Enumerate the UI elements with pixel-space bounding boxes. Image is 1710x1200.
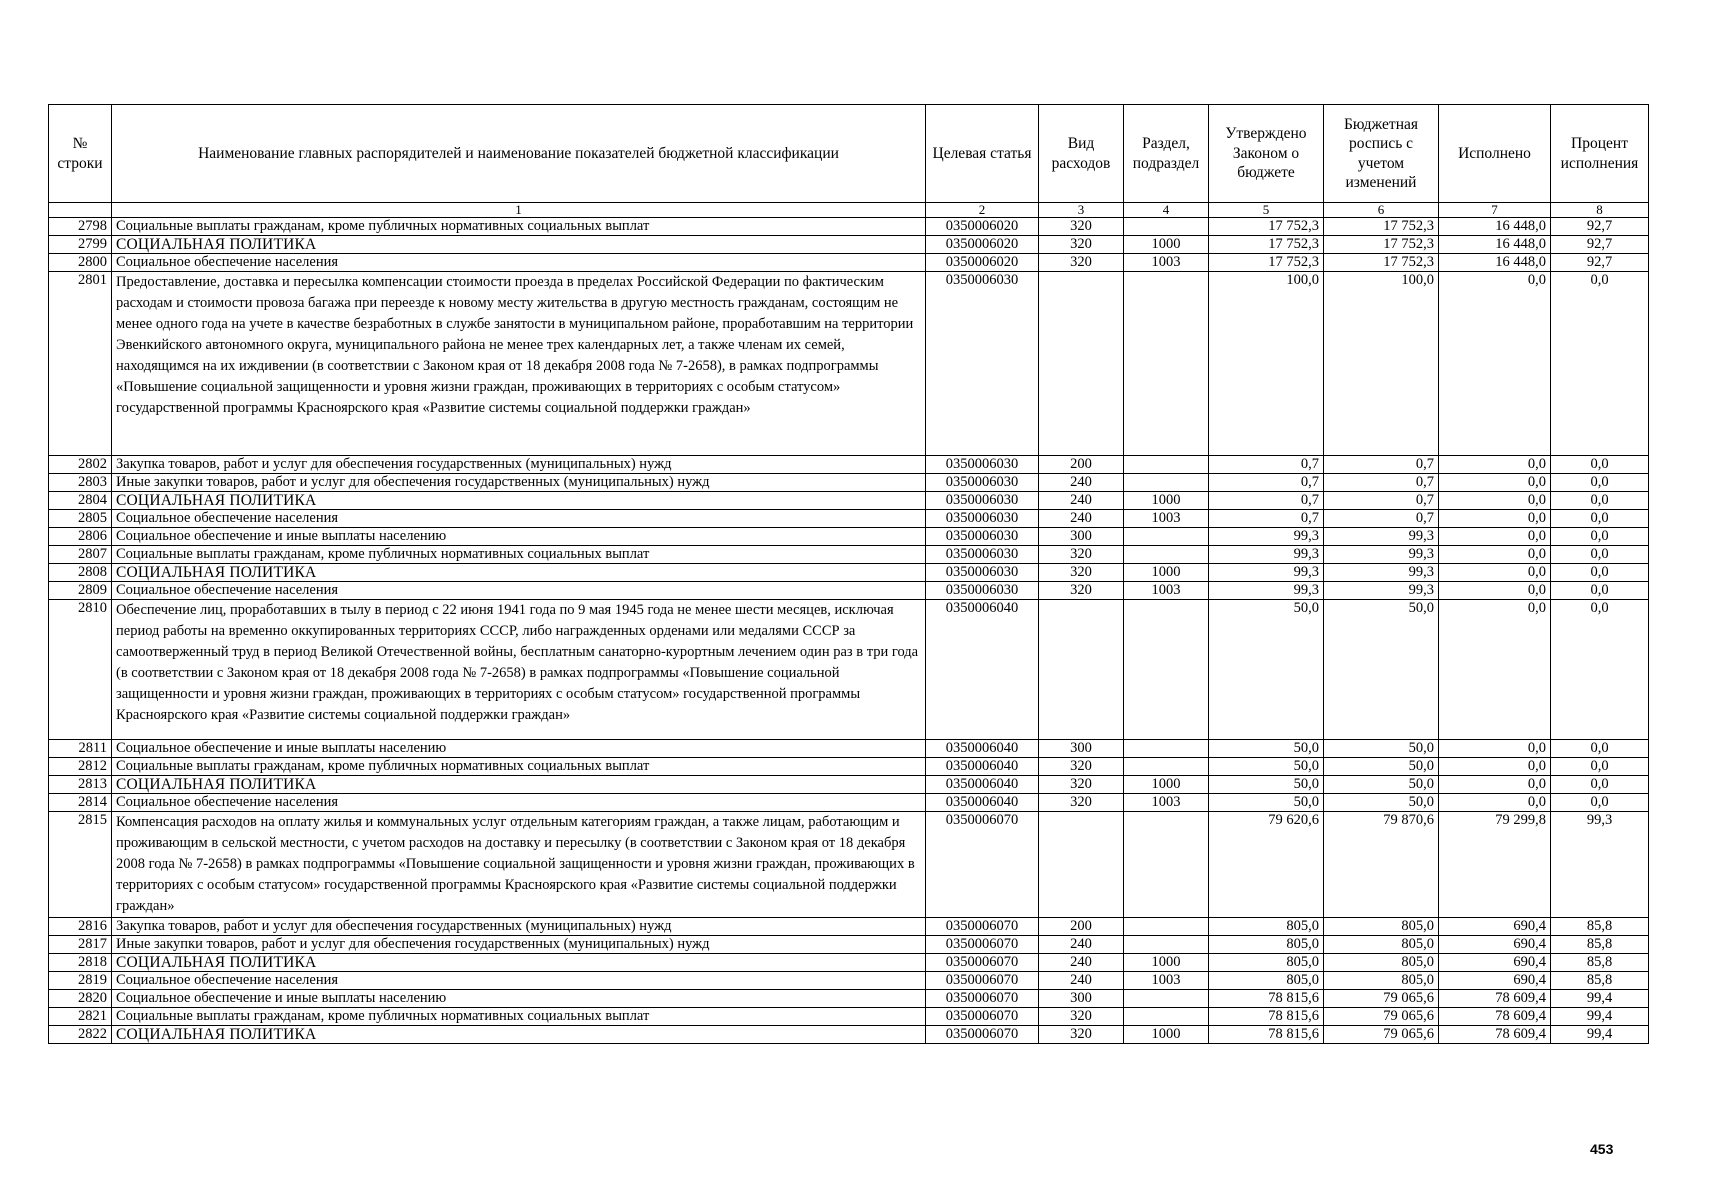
row-percent: 85,8 — [1551, 918, 1649, 936]
row-expense-type: 200 — [1039, 918, 1124, 936]
table-row — [49, 582, 1649, 600]
row-percent: 0,0 — [1551, 740, 1649, 758]
row-name: СОЦИАЛЬНАЯ ПОЛИТИКА — [112, 954, 926, 972]
row-percent: 92,7 — [1551, 218, 1649, 236]
row-section — [1124, 936, 1209, 954]
row-percent: 0,0 — [1551, 776, 1649, 794]
row-section — [1124, 990, 1209, 1008]
row-name: Социальное обеспечение и иные выплаты населению — [112, 528, 926, 546]
row-target-article: 0350006030 — [926, 474, 1039, 492]
row-executed: 0,0 — [1439, 492, 1551, 510]
row-expense-type: 320 — [1039, 758, 1124, 776]
row-revised: 805,0 — [1324, 972, 1439, 990]
row-target-article: 0350006030 — [926, 582, 1039, 600]
row-name: Закупка товаров, работ и услуг для обеспечения государственных (муниципальных) нужд — [112, 456, 926, 474]
row-percent: 0,0 — [1551, 474, 1649, 492]
row-approved: 79 620,6 — [1209, 812, 1324, 918]
header-target-article: Целевая статья — [926, 105, 1039, 203]
row-percent: 0,0 — [1551, 600, 1649, 740]
row-target-article: 0350006030 — [926, 492, 1039, 510]
row-number: 2799 — [49, 236, 112, 254]
row-approved: 99,3 — [1209, 546, 1324, 564]
col-number: 4 — [1124, 203, 1209, 218]
row-target-article: 0350006070 — [926, 954, 1039, 972]
row-approved: 50,0 — [1209, 776, 1324, 794]
row-executed: 0,0 — [1439, 776, 1551, 794]
row-number: 2821 — [49, 1008, 112, 1026]
col-number: 3 — [1039, 203, 1124, 218]
table-row — [49, 812, 1649, 918]
row-expense-type — [1039, 812, 1124, 918]
row-percent: 0,0 — [1551, 758, 1649, 776]
row-number: 2805 — [49, 510, 112, 528]
row-revised: 79 065,6 — [1324, 990, 1439, 1008]
row-revised: 0,7 — [1324, 456, 1439, 474]
row-executed: 79 299,8 — [1439, 812, 1551, 918]
row-executed: 0,0 — [1439, 582, 1551, 600]
row-revised: 79 870,6 — [1324, 812, 1439, 918]
row-expense-type: 320 — [1039, 254, 1124, 272]
row-name: Иные закупки товаров, работ и услуг для обеспечения государственных (муниципальных) нужд — [112, 936, 926, 954]
row-number: 2806 — [49, 528, 112, 546]
row-percent: 99,4 — [1551, 990, 1649, 1008]
row-revised: 17 752,3 — [1324, 254, 1439, 272]
row-executed: 78 609,4 — [1439, 1026, 1551, 1044]
row-number: 2810 — [49, 600, 112, 740]
row-expense-type: 320 — [1039, 582, 1124, 600]
row-number: 2807 — [49, 546, 112, 564]
row-revised: 50,0 — [1324, 758, 1439, 776]
row-section: 1003 — [1124, 794, 1209, 812]
row-target-article: 0350006030 — [926, 528, 1039, 546]
table-row — [49, 218, 1649, 236]
row-approved: 50,0 — [1209, 758, 1324, 776]
header-name: Наименование главных распорядителей и наименование показателей бюджетной классификации — [112, 105, 926, 203]
row-approved: 805,0 — [1209, 918, 1324, 936]
row-name: Социальное обеспечение и иные выплаты населению — [112, 740, 926, 758]
table-row — [49, 972, 1649, 990]
row-name: Обеспечение лиц, проработавших в тылу в период с 22 июня 1941 года по 9 мая 1945 года не менее шести месяцев, исключая период работы на временно оккупированных территориях СССР, либо награжденных орденами или медалями СССР за самоотверженный труд в период Великой Отечественной войны, бесплатным санаторно-курортным лечением один раз в три года (в соответствии с Законом края от 18 декабря 2008 года № 7-2658) в рамках подпрограммы «Повышение социальной защищенности и уровня жизни граждан, проживающих в территориях с особым статусом» государственной программы Красноярского края «Развитие системы социальной поддержки граждан» — [112, 600, 926, 740]
row-target-article: 0350006070 — [926, 936, 1039, 954]
row-revised: 99,3 — [1324, 546, 1439, 564]
row-expense-type: 200 — [1039, 456, 1124, 474]
row-executed: 0,0 — [1439, 564, 1551, 582]
row-approved: 99,3 — [1209, 582, 1324, 600]
row-name: Социальные выплаты гражданам, кроме публичных нормативных социальных выплат — [112, 758, 926, 776]
row-number: 2803 — [49, 474, 112, 492]
row-target-article: 0350006070 — [926, 972, 1039, 990]
row-executed: 0,0 — [1439, 546, 1551, 564]
col-number: 7 — [1439, 203, 1551, 218]
row-expense-type: 300 — [1039, 740, 1124, 758]
row-revised: 50,0 — [1324, 794, 1439, 812]
row-target-article: 0350006030 — [926, 564, 1039, 582]
row-revised: 0,7 — [1324, 492, 1439, 510]
row-expense-type: 320 — [1039, 794, 1124, 812]
row-expense-type: 240 — [1039, 492, 1124, 510]
row-executed: 690,4 — [1439, 972, 1551, 990]
row-number: 2809 — [49, 582, 112, 600]
row-name: Социальное обеспечение населения — [112, 254, 926, 272]
row-number: 2798 — [49, 218, 112, 236]
row-section — [1124, 474, 1209, 492]
row-expense-type — [1039, 600, 1124, 740]
row-executed: 78 609,4 — [1439, 990, 1551, 1008]
row-expense-type: 320 — [1039, 564, 1124, 582]
row-executed: 0,0 — [1439, 272, 1551, 456]
row-section: 1000 — [1124, 776, 1209, 794]
header-row-number: № строки — [49, 105, 112, 203]
row-percent: 99,3 — [1551, 812, 1649, 918]
row-target-article: 0350006040 — [926, 600, 1039, 740]
row-number: 2804 — [49, 492, 112, 510]
row-number: 2811 — [49, 740, 112, 758]
row-revised: 17 752,3 — [1324, 236, 1439, 254]
row-percent: 0,0 — [1551, 546, 1649, 564]
row-approved: 17 752,3 — [1209, 218, 1324, 236]
table-row — [49, 492, 1649, 510]
budget-table — [48, 104, 1649, 1044]
col-number-blank — [49, 203, 112, 218]
row-revised: 805,0 — [1324, 954, 1439, 972]
row-executed: 16 448,0 — [1439, 218, 1551, 236]
row-section — [1124, 918, 1209, 936]
header-revised: Бюджетная роспись с учетом изменений — [1324, 105, 1439, 203]
header-expense-type: Вид расходов — [1039, 105, 1124, 203]
row-expense-type: 320 — [1039, 218, 1124, 236]
row-executed: 16 448,0 — [1439, 236, 1551, 254]
row-executed: 0,0 — [1439, 528, 1551, 546]
row-target-article: 0350006070 — [926, 990, 1039, 1008]
row-target-article: 0350006020 — [926, 236, 1039, 254]
row-section — [1124, 600, 1209, 740]
row-section: 1003 — [1124, 972, 1209, 990]
row-revised: 99,3 — [1324, 582, 1439, 600]
table-row — [49, 936, 1649, 954]
table-row — [49, 1008, 1649, 1026]
row-percent: 85,8 — [1551, 972, 1649, 990]
row-expense-type: 320 — [1039, 236, 1124, 254]
row-section — [1124, 1008, 1209, 1026]
row-target-article: 0350006030 — [926, 272, 1039, 456]
row-name: СОЦИАЛЬНАЯ ПОЛИТИКА — [112, 564, 926, 582]
table-row — [49, 776, 1649, 794]
row-approved: 100,0 — [1209, 272, 1324, 456]
row-section — [1124, 272, 1209, 456]
row-percent: 0,0 — [1551, 492, 1649, 510]
row-expense-type: 240 — [1039, 972, 1124, 990]
row-number: 2808 — [49, 564, 112, 582]
header-percent: Процент исполнения — [1551, 105, 1649, 203]
row-approved: 99,3 — [1209, 564, 1324, 582]
row-approved: 50,0 — [1209, 740, 1324, 758]
row-percent: 99,4 — [1551, 1008, 1649, 1026]
row-name: Компенсация расходов на оплату жилья и коммунальных услуг отдельным категориям граждан, а также лицам, работающим и проживающим в сельской местности, с учетом расходов на доставку и пересылку (в соответствии с Законом края от 18 декабря 2008 года № 7-2658) в рамках подпрограммы «Повышение социальной защищенности и уровня жизни граждан, проживающих в территориях с особым статусом» государственной программы Красноярского края «Развитие системы социальной поддержки граждан» — [112, 812, 926, 918]
row-expense-type: 320 — [1039, 546, 1124, 564]
table-row — [49, 740, 1649, 758]
table-row — [49, 794, 1649, 812]
row-target-article: 0350006070 — [926, 1008, 1039, 1026]
row-number: 2815 — [49, 812, 112, 918]
table-row — [49, 546, 1649, 564]
row-approved: 78 815,6 — [1209, 990, 1324, 1008]
row-target-article: 0350006040 — [926, 740, 1039, 758]
row-executed: 0,0 — [1439, 600, 1551, 740]
col-number: 5 — [1209, 203, 1324, 218]
row-name: Предоставление, доставка и пересылка компенсации стоимости проезда в пределах Российской Федерации по фактическим расходам и стоимости провоза багажа при переезде к новому месту жительства в другую местность гражданам, состоящим не менее одного года на учете в качестве безработных в службе занятости в муниципальном районе, проработавшим на территории Эвенкийского автономного округа, муниципального района не менее трех календарных лет, а также членам их семей, находящимся на их иждивении (в соответствии с Законом края от 18 декабря 2008 года № 7-2658), в рамках подпрограммы «Повышение социальной защищенности и уровня жизни граждан, проживающих в территориях с особым статусом» государственной программы Красноярского края «Развитие системы социальной поддержки граждан» — [112, 272, 926, 456]
header-approved: Утверждено Законом о бюджете — [1209, 105, 1324, 203]
row-target-article: 0350006030 — [926, 510, 1039, 528]
row-percent: 0,0 — [1551, 272, 1649, 456]
row-revised: 79 065,6 — [1324, 1026, 1439, 1044]
row-target-article: 0350006030 — [926, 456, 1039, 474]
row-number: 2802 — [49, 456, 112, 474]
row-name: Социальное обеспечение населения — [112, 510, 926, 528]
row-revised: 0,7 — [1324, 510, 1439, 528]
row-expense-type: 300 — [1039, 528, 1124, 546]
row-executed: 0,0 — [1439, 794, 1551, 812]
row-revised: 99,3 — [1324, 564, 1439, 582]
row-approved: 78 815,6 — [1209, 1008, 1324, 1026]
row-revised: 99,3 — [1324, 528, 1439, 546]
row-percent: 99,4 — [1551, 1026, 1649, 1044]
row-approved: 805,0 — [1209, 954, 1324, 972]
row-expense-type: 320 — [1039, 776, 1124, 794]
table-row — [49, 456, 1649, 474]
row-section — [1124, 758, 1209, 776]
row-approved: 50,0 — [1209, 794, 1324, 812]
row-percent: 0,0 — [1551, 528, 1649, 546]
row-target-article: 0350006040 — [926, 758, 1039, 776]
row-percent: 0,0 — [1551, 456, 1649, 474]
row-approved: 0,7 — [1209, 492, 1324, 510]
row-expense-type: 320 — [1039, 1026, 1124, 1044]
row-section — [1124, 218, 1209, 236]
row-number: 2812 — [49, 758, 112, 776]
row-section: 1003 — [1124, 510, 1209, 528]
row-section: 1000 — [1124, 236, 1209, 254]
row-number: 2801 — [49, 272, 112, 456]
row-percent: 0,0 — [1551, 794, 1649, 812]
row-executed: 690,4 — [1439, 936, 1551, 954]
table-row — [49, 954, 1649, 972]
row-approved: 17 752,3 — [1209, 254, 1324, 272]
header-section: Раздел, подраздел — [1124, 105, 1209, 203]
row-approved: 78 815,6 — [1209, 1026, 1324, 1044]
row-name: СОЦИАЛЬНАЯ ПОЛИТИКА — [112, 236, 926, 254]
table-row — [49, 990, 1649, 1008]
col-number: 2 — [926, 203, 1039, 218]
row-percent: 85,8 — [1551, 936, 1649, 954]
row-name: Социальные выплаты гражданам, кроме публичных нормативных социальных выплат — [112, 1008, 926, 1026]
row-section: 1000 — [1124, 1026, 1209, 1044]
table-row — [49, 254, 1649, 272]
row-executed: 0,0 — [1439, 758, 1551, 776]
row-target-article: 0350006070 — [926, 812, 1039, 918]
header-executed: Исполнено — [1439, 105, 1551, 203]
row-executed: 0,0 — [1439, 740, 1551, 758]
row-executed: 690,4 — [1439, 918, 1551, 936]
row-number: 2820 — [49, 990, 112, 1008]
row-revised: 50,0 — [1324, 776, 1439, 794]
row-section: 1003 — [1124, 582, 1209, 600]
row-approved: 805,0 — [1209, 936, 1324, 954]
row-revised: 17 752,3 — [1324, 218, 1439, 236]
row-number: 2822 — [49, 1026, 112, 1044]
table-row — [49, 272, 1649, 456]
row-executed: 0,0 — [1439, 456, 1551, 474]
row-percent: 0,0 — [1551, 564, 1649, 582]
row-name: Социальное обеспечение населения — [112, 794, 926, 812]
row-revised: 805,0 — [1324, 918, 1439, 936]
row-expense-type: 240 — [1039, 474, 1124, 492]
row-target-article: 0350006070 — [926, 918, 1039, 936]
row-number: 2819 — [49, 972, 112, 990]
row-name: Социальные выплаты гражданам, кроме публичных нормативных социальных выплат — [112, 218, 926, 236]
row-executed: 0,0 — [1439, 510, 1551, 528]
row-percent: 92,7 — [1551, 254, 1649, 272]
row-number: 2816 — [49, 918, 112, 936]
row-approved: 17 752,3 — [1209, 236, 1324, 254]
row-number: 2817 — [49, 936, 112, 954]
row-number: 2818 — [49, 954, 112, 972]
row-section: 1000 — [1124, 564, 1209, 582]
row-percent: 85,8 — [1551, 954, 1649, 972]
row-name: Социальное обеспечение населения — [112, 972, 926, 990]
table-row — [49, 474, 1649, 492]
row-expense-type: 240 — [1039, 510, 1124, 528]
row-section: 1003 — [1124, 254, 1209, 272]
page-number: 453 — [1590, 1141, 1614, 1157]
row-approved: 0,7 — [1209, 474, 1324, 492]
row-target-article: 0350006020 — [926, 254, 1039, 272]
row-number: 2814 — [49, 794, 112, 812]
row-approved: 805,0 — [1209, 972, 1324, 990]
row-name: СОЦИАЛЬНАЯ ПОЛИТИКА — [112, 492, 926, 510]
col-number: 6 — [1324, 203, 1439, 218]
row-revised: 0,7 — [1324, 474, 1439, 492]
row-name: Иные закупки товаров, работ и услуг для обеспечения государственных (муниципальных) нужд — [112, 474, 926, 492]
row-approved: 99,3 — [1209, 528, 1324, 546]
table-row — [49, 528, 1649, 546]
row-name: Социальные выплаты гражданам, кроме публичных нормативных социальных выплат — [112, 546, 926, 564]
row-name: Социальное обеспечение и иные выплаты населению — [112, 990, 926, 1008]
table-row — [49, 510, 1649, 528]
row-executed: 0,0 — [1439, 474, 1551, 492]
table-row — [49, 1026, 1649, 1044]
row-approved: 0,7 — [1209, 510, 1324, 528]
row-target-article: 0350006040 — [926, 776, 1039, 794]
col-number: 8 — [1551, 203, 1649, 218]
row-name: СОЦИАЛЬНАЯ ПОЛИТИКА — [112, 1026, 926, 1044]
row-target-article: 0350006030 — [926, 546, 1039, 564]
row-revised: 50,0 — [1324, 600, 1439, 740]
table-row — [49, 918, 1649, 936]
table-row — [49, 600, 1649, 740]
row-number: 2813 — [49, 776, 112, 794]
row-section — [1124, 812, 1209, 918]
row-expense-type: 240 — [1039, 954, 1124, 972]
row-target-article: 0350006020 — [926, 218, 1039, 236]
row-section — [1124, 456, 1209, 474]
row-name: Социальное обеспечение населения — [112, 582, 926, 600]
row-revised: 100,0 — [1324, 272, 1439, 456]
row-expense-type: 320 — [1039, 1008, 1124, 1026]
row-name: Закупка товаров, работ и услуг для обеспечения государственных (муниципальных) нужд — [112, 918, 926, 936]
row-revised: 805,0 — [1324, 936, 1439, 954]
table-body — [49, 218, 1649, 1044]
row-approved: 50,0 — [1209, 600, 1324, 740]
col-number: 1 — [112, 203, 926, 218]
table-row — [49, 758, 1649, 776]
row-name: СОЦИАЛЬНАЯ ПОЛИТИКА — [112, 776, 926, 794]
row-expense-type — [1039, 272, 1124, 456]
row-target-article: 0350006040 — [926, 794, 1039, 812]
row-expense-type: 300 — [1039, 990, 1124, 1008]
row-executed: 690,4 — [1439, 954, 1551, 972]
row-percent: 0,0 — [1551, 510, 1649, 528]
table-row — [49, 236, 1649, 254]
row-percent: 0,0 — [1551, 582, 1649, 600]
row-section — [1124, 740, 1209, 758]
row-section — [1124, 528, 1209, 546]
table-row — [49, 564, 1649, 582]
row-expense-type: 240 — [1039, 936, 1124, 954]
row-executed: 16 448,0 — [1439, 254, 1551, 272]
row-number: 2800 — [49, 254, 112, 272]
row-section: 1000 — [1124, 492, 1209, 510]
row-target-article: 0350006070 — [926, 1026, 1039, 1044]
row-executed: 78 609,4 — [1439, 1008, 1551, 1026]
row-section: 1000 — [1124, 954, 1209, 972]
row-percent: 92,7 — [1551, 236, 1649, 254]
row-approved: 0,7 — [1209, 456, 1324, 474]
row-revised: 50,0 — [1324, 740, 1439, 758]
row-section — [1124, 546, 1209, 564]
row-revised: 79 065,6 — [1324, 1008, 1439, 1026]
